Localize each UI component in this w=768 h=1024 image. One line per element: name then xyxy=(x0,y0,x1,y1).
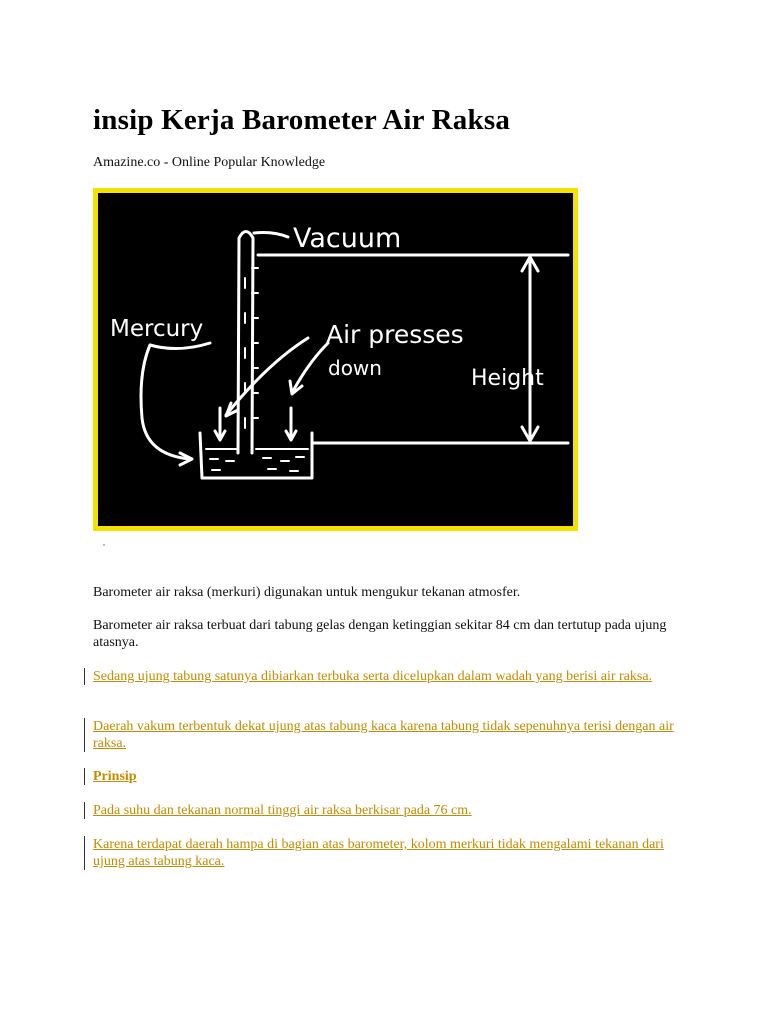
vacuum-label: Vacuum xyxy=(293,223,402,254)
barometer-figure xyxy=(93,188,578,531)
link-block-5 xyxy=(84,836,693,870)
paragraph-2: Barometer air raksa terbuat dari tabung gelas dengan ketinggian sekitar 84 cm dan tertutup pada ujung atasnya. xyxy=(93,618,667,650)
link-vacuum-area[interactable]: Daerah vakum terbentuk dekat ujung atas tabung kaca karena tabung tidak sepenuhnya terisi dengan air raksa. xyxy=(93,719,674,751)
down-label: down xyxy=(328,356,382,380)
link-open-end[interactable]: Sedang ujung tabung satunya dibiarkan terbuka serta dicelupkan dalam wadah yang berisi air raksa. xyxy=(93,669,653,684)
barometer-diagram xyxy=(98,193,573,526)
vacuum-pointer xyxy=(254,233,288,238)
paragraph-1: Barometer air raksa (merkuri) digunakan untuk mengukur tekanan atmosfer. xyxy=(93,585,521,600)
mercury-pointer xyxy=(141,345,190,459)
link-block-2 xyxy=(84,718,693,752)
air-presses-label: Air presses xyxy=(326,320,464,349)
link-vacuum-pressure[interactable]: Karena terdapat daerah hampa di bagian atas barometer, kolom merkuri tidak mengalami tekanan dari ujung atas tabung kaca. xyxy=(93,837,664,869)
dish-mercury xyxy=(206,449,308,471)
link-prinsip[interactable]: Prinsip xyxy=(93,769,137,784)
spacer-dot xyxy=(103,544,105,546)
link-block-1 xyxy=(84,668,693,685)
height-label: Height xyxy=(471,366,544,391)
air-arrow-right xyxy=(292,343,328,393)
mercury-label: Mercury xyxy=(110,316,204,342)
link-block-4 xyxy=(84,802,693,819)
link-normal-height[interactable]: Pada suhu dan tekanan normal tinggi air raksa berkisar pada 76 cm. xyxy=(93,803,472,818)
source-line: Amazine.co - Online Popular Knowledge xyxy=(93,155,326,170)
document-title: insip Kerja Barometer Air Raksa xyxy=(93,104,511,136)
link-block-3 xyxy=(84,768,693,785)
